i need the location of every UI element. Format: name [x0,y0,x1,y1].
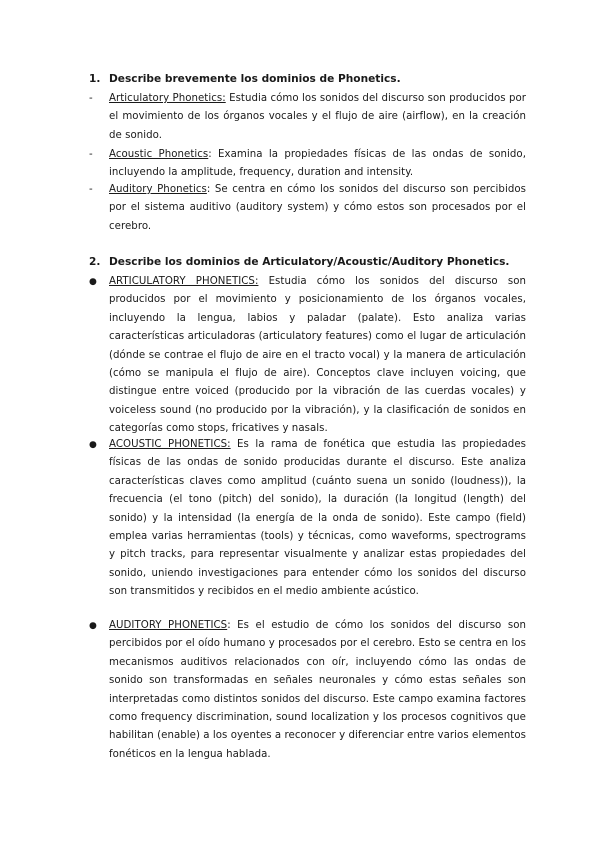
description-auditory-phonetics: : Es el estudio de cómo los sonidos del discurso son percibidos por el oído humano y procesados por el cerebro. Esto se centra en los mecanismos auditivos relacionados con oír, incluyendo cómo las ondas de sonido son transformadas en señales neuronales y cómo estas señales son interpretadas como distintos sonidos del discurso. Este campo examina factores como frequency discrimination, sound localization y los procesos cognitivos que habilitan (enable) a los oyentes a reconocer y diferenciar entre varios elementos fonéticos en la lengua hablada. [109,620,526,760]
section-2-item-articulatory [89,273,526,439]
section-1-number: 1. [89,73,101,85]
dash-marker: - [89,184,93,195]
term-acoustic: Acoustic Phonetics [109,149,209,160]
section-1-title: Describe brevemente los dominios de Phonetics. [109,73,401,85]
section-2-item-auditory [89,617,526,764]
definition-articulatory: Estudia cómo los sonidos del discurso son producidos por el movimiento de los órganos vocales y el flujo de aire (airflow), en la creación de sonido. [109,93,527,141]
dash-marker: - [89,149,93,160]
bullet-marker: ● [89,621,97,631]
section-2-number: 2. [89,256,101,268]
term-acoustic-phonetics: ACOUSTIC PHONETICS: [109,439,231,450]
section-2-item-acoustic [89,436,526,602]
section-1-item-articulatory [89,90,526,145]
bullet-marker: ● [89,440,97,450]
term-articulatory: Articulatory Phonetics: [109,93,226,104]
definition-acoustic: : Examina la propiedades físicas de las ondas de sonido, incluyendo la amplitude, frequency, duration and intensity. [109,149,526,179]
description-acoustic-phonetics: Es la rama de fonética que estudia las propiedades físicas de las ondas de sonido producidas durante el discurso. Este analiza características claves como amplitud (cuánto suena un sonido (loudness)), la frecuencia (el tono (pitch) del sonido), la duración (la longitud (length) del sonido) y la intensidad (la energía de la onda de sonido). Este campo (field) emplea varias herramientas (tools) y técnicas, como waveforms, spectrograms y pitch tracks, para representar visualmente y analizar estas propiedades del sonido, uniendo investigaciones para entender cómo los sonidos del discurso son transmitidos y recibidos en el medio ambiente acústico. [109,439,526,598]
definition-auditory: : Se centra en cómo los sonidos del discurso son percibidos por el sistema auditivo (auditory system) y cómo estos son procesados por el cerebro. [109,184,526,232]
term-auditory: Auditory Phonetics [109,184,207,195]
dash-marker: - [89,93,93,104]
term-articulatory-phonetics: ARTICULATORY PHONETICS: [109,276,259,287]
section-1-item-auditory [89,181,526,236]
description-articulatory-phonetics: Estudia cómo los sonidos del discurso son producidos por el movimiento y posicionamiento de los órganos vocales, incluyendo la lengua, labios y paladar (palate). Esto analiza varias características articuladoras (articulatory features) como el lugar de articulación (dónde se contrae el flujo de aire en el tracto vocal) y la manera de articulación (cómo se manipula el flujo de aire). Conceptos clave incluyen voicing, que distingue entre voiced (producido por la vibración de las cuerdas vocales) y voiceless sound (no producido por la vibración), y la clasificación de sonidos en categorías como stops, fricatives y nasals. [109,276,526,435]
term-auditory-phonetics: AUDITORY PHONETICS [109,620,228,631]
bullet-marker: ● [89,277,97,287]
section-1-heading [89,70,525,89]
section-2-heading [89,253,525,272]
section-2-title: Describe los dominios de Articulatory/Acoustic/Auditory Phonetics. [109,256,510,268]
section-1-item-acoustic [89,146,526,183]
